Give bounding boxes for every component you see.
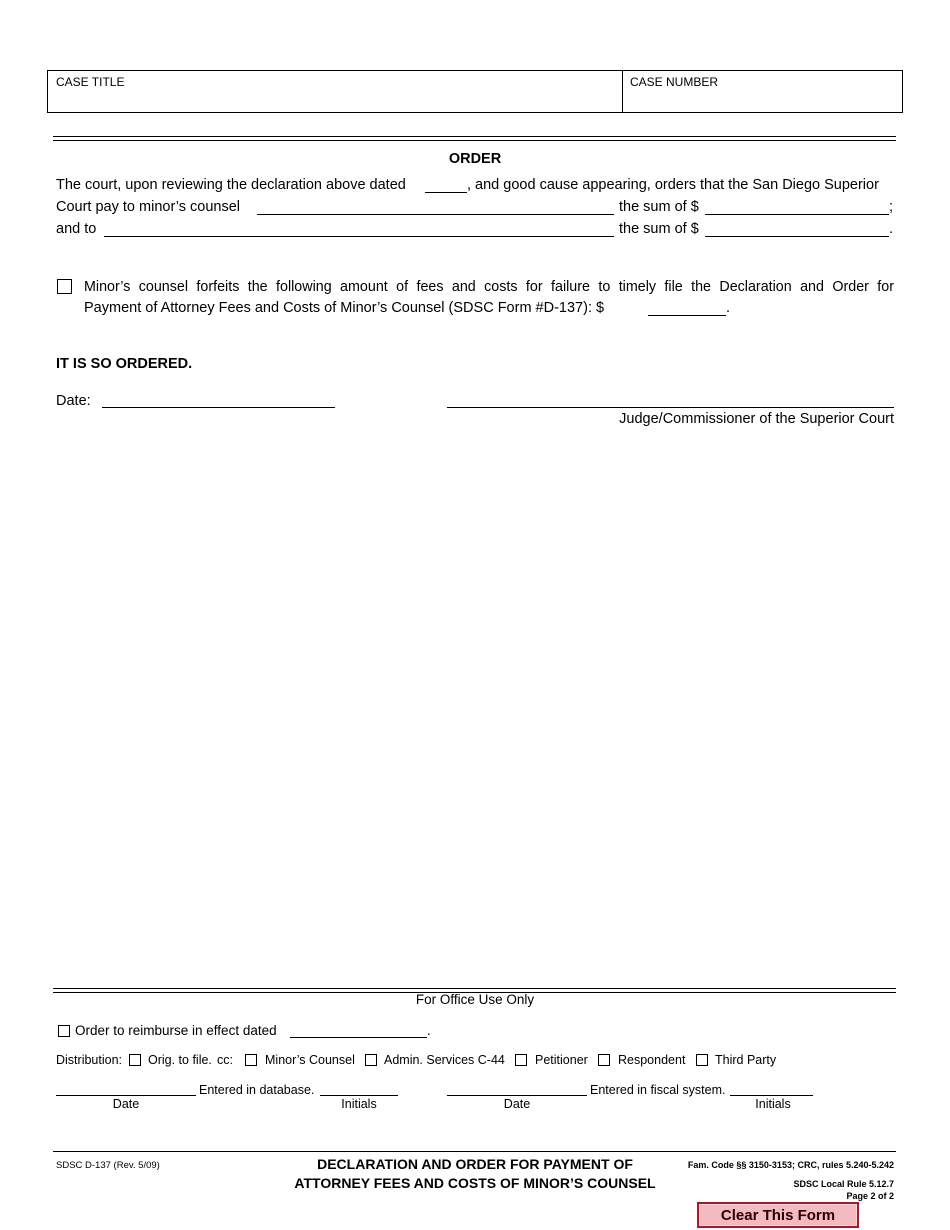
order-heading: ORDER [448,151,502,167]
judge-signature-line[interactable] [447,407,894,408]
order-line1-end: , and good cause appearing, orders that the San Diego Superior [467,177,879,193]
form-title-line2: ATTORNEY FEES AND COSTS OF MINOR’S COUNSEL [294,1175,656,1191]
forfeit-text-end: . [726,300,731,316]
database-initials-caption: Initials [341,1097,377,1111]
reimburse-end: . [427,1023,431,1038]
order-date-label: Date: [56,393,91,409]
order-line1-start: The court, upon reviewing the declaration above dated [56,177,406,193]
fiscal-initials-field[interactable] [730,1095,813,1096]
database-date-field[interactable] [56,1095,196,1096]
case-title-label: CASE TITLE [56,75,125,89]
entered-database-label: Entered in database. [199,1083,315,1097]
second-payee-field[interactable] [104,236,614,237]
code-reference: Fam. Code §§ 3150-3153; CRC, rules 5.240-5.242 [687,1160,894,1170]
local-rule: SDSC Local Rule 5.12.7 [793,1179,894,1189]
order-section-rule [53,136,896,141]
footer-rule [53,1151,896,1152]
cc-label: cc: [217,1053,233,1067]
admin-services-label: Admin. Services C-44 [384,1053,505,1067]
orig-to-file-checkbox[interactable] [129,1054,141,1066]
office-use-heading: For Office Use Only [415,992,535,1007]
distribution-label: Distribution: [56,1053,122,1067]
page-number: Page 2 of 2 [846,1191,894,1201]
judge-label: Judge/Commissioner of the Superior Court [619,411,894,427]
orig-to-file-label: Orig. to file. [148,1053,212,1067]
sum-amount-field-1[interactable] [705,214,889,215]
order-line2-end: ; [889,199,894,215]
database-initials-field[interactable] [320,1095,398,1096]
forfeit-amount-field[interactable] [648,315,726,316]
order-date-field[interactable] [102,407,335,408]
case-header-box [47,70,903,113]
reimburse-checkbox[interactable] [58,1025,70,1037]
fiscal-initials-caption: Initials [755,1097,791,1111]
clear-form-button[interactable]: Clear This Form [697,1202,859,1228]
sum-label-1: the sum of $ [619,199,699,215]
form-title-line1: DECLARATION AND ORDER FOR PAYMENT OF [317,1156,633,1172]
form-id: SDSC D-137 (Rev. 5/09) [56,1160,160,1171]
case-header-divider [622,71,623,112]
petitioner-label: Petitioner [535,1053,588,1067]
respondent-checkbox[interactable] [598,1054,610,1066]
forfeit-checkbox[interactable] [57,279,72,294]
sum-label-2: the sum of $ [619,221,699,237]
fiscal-date-caption: Date [503,1097,531,1111]
case-title-field[interactable] [56,91,616,111]
minors-counsel-label: Minor’s Counsel [265,1053,355,1067]
reimburse-label: Order to reimburse in effect dated [75,1023,277,1038]
admin-services-checkbox[interactable] [365,1054,377,1066]
third-party-checkbox[interactable] [696,1054,708,1066]
respondent-label: Respondent [618,1053,686,1067]
order-line3-end: . [889,221,894,237]
forfeit-text-line1: Minor’s counsel forfeits the following amount of fees and costs for failure to timely file the Declaration and Order for [84,279,894,295]
entered-fiscal-label: Entered in fiscal system. [590,1083,726,1097]
sum-amount-field-2[interactable] [705,236,889,237]
fiscal-date-field[interactable] [447,1095,587,1096]
case-number-label: CASE NUMBER [630,75,719,89]
order-line3-start: and to [56,221,97,237]
third-party-label: Third Party [715,1053,777,1067]
declaration-date-field[interactable] [425,192,467,193]
case-number-field[interactable] [630,91,898,111]
so-ordered-text: IT IS SO ORDERED. [56,356,193,372]
minors-counsel-name-field[interactable] [257,214,614,215]
database-date-caption: Date [112,1097,140,1111]
minors-counsel-checkbox[interactable] [245,1054,257,1066]
order-line2-start: Court pay to minor’s counsel [56,199,241,215]
reimburse-date-field[interactable] [290,1037,427,1038]
petitioner-checkbox[interactable] [515,1054,527,1066]
forfeit-text-line2: Payment of Attorney Fees and Costs of Minor’s Counsel (SDSC Form #D-137): $ [84,300,605,316]
